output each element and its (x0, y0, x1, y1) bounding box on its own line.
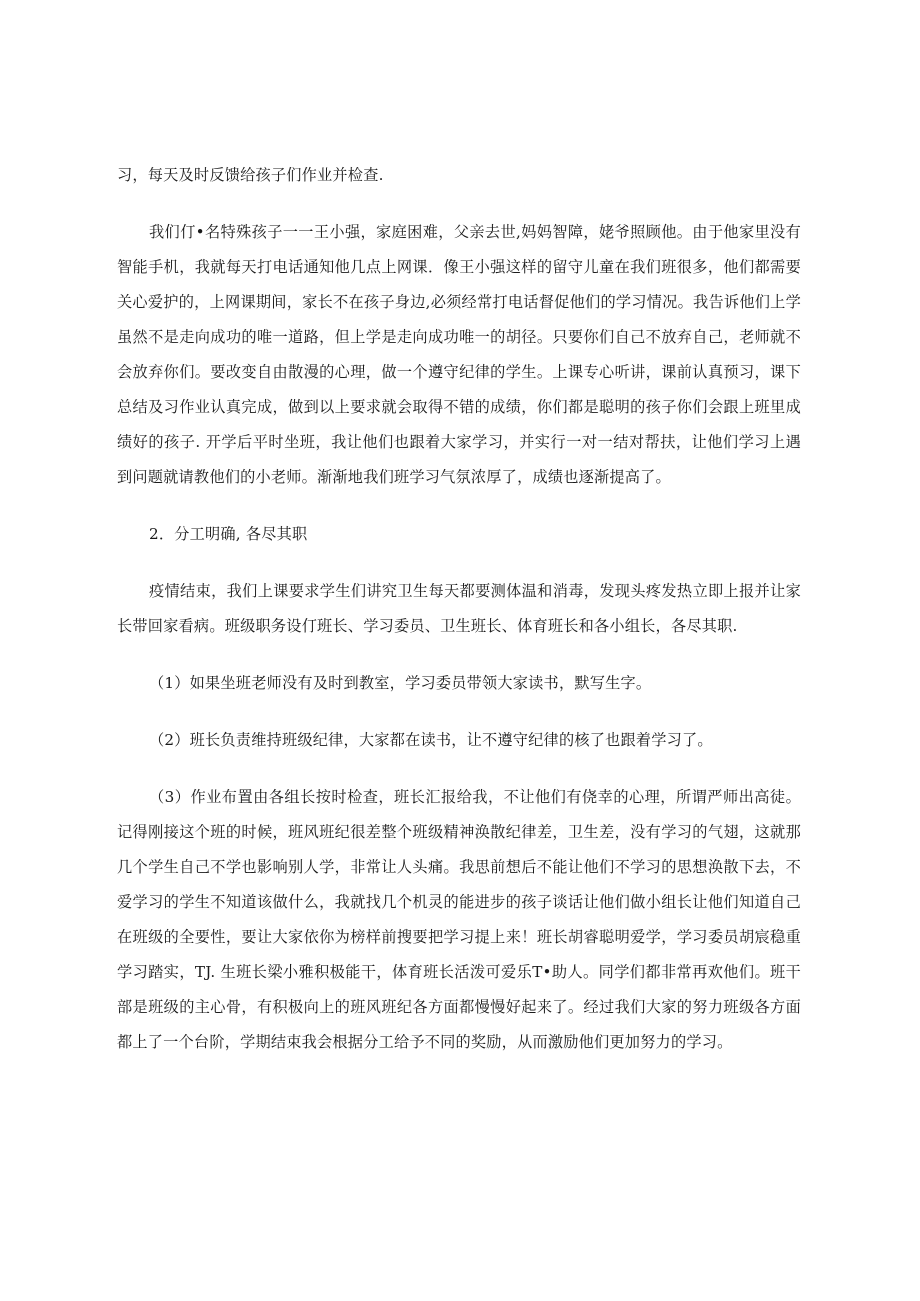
list-item-3: （3）作业布置由各组长按时检查，班长汇报给我，不让他们有侥幸的心理，所谓严师出高徒。记得刚接这个班的时候，班风班纪很差整个班级精神涣散纪律差，卫生差，没有学习的气翅，这就那几个学生自己不学也影响别人学，非常让人头痛。我思前想后不能让他们不学习的思想涣散下去，不爱学习的学生不知道该做什么，我就找几个机灵的能进步的孩子谈话让他们做小组长让他们知道自己在班级的全要性，要让大家依你为榜样前搜要把学习提上来！班长胡睿聪明爱学，学习委员胡宸稳重学习踏实，TJ. 生班长梁小雅积极能干，体育班长活泼可爱乐T•助人。同学们都非常再欢他们。班干部是班级的主心骨，有积极向上的班风班纪各方面都慢慢好起来了。经过我们大家的努力班级各方面都上了一个台阶，学期结束我会根据分工给予不同的奖励，从而激励他们更加努力的学习。 (117, 788, 801, 1051)
paragraph-post-epidemic: 疫情结束，我们上课要求学生们讲究卫生每天都要测体温和消毒，发现头疼发热立即上报并让家长带回家看病。班级职务设仃班长、学习委员、卫生班长、体育班长和各小组长，各尽其职. (117, 582, 801, 635)
list-item-2: （2）班长负责维持班级纪律，大家都在读书，让不遵守纪律的核了也跟着学习了。 (149, 731, 713, 749)
section-heading: 2．分工明确, 各尽其职 (149, 525, 308, 543)
document-body (117, 158, 801, 1060)
paragraph-special-child: 我们仃•名特殊孩子一一王小强，家庭困难，父亲去世,妈妈智障，姥爷照顾他。由于他家里没有智能手机，我就每天打电话通知他几点上网课．像王小强这样的留守儿童在我们班很多，他们都需要关心爱护的，上网课期间，家长不在孩子身边,必须经常打电话督促他们的学习情况。我告诉他们上学虽然不是走向成功的唯一道路，但上学是走向成功唯一的胡径。只要你们自己不放弃自己，老师就不会放弃你们。要改变自由散漫的心理，做一个遵守纪律的学生。上课专心听讲，课前认真预习，课下总结及习作业认真完成，做到以上要求就会取得不错的成绩，你们都是聪明的孩子你们会跟上班里成绩好的孩子. 开学后平时坐班，我让他们也跟着大家学习，并实行一对一结对帮扶，让他们学习上遇到问题就请教他们的小老师。渐渐地我们班学习气氛浓厚了，成绩也逐渐提高了。 (117, 223, 801, 486)
paragraph-continuation: 习，每天及时反馈给孩子们作业并检查. (117, 166, 384, 184)
list-item-1: （1）如果坐班老师没有及时到教室，学习委员带领大家读书，默写生字。 (149, 674, 652, 692)
